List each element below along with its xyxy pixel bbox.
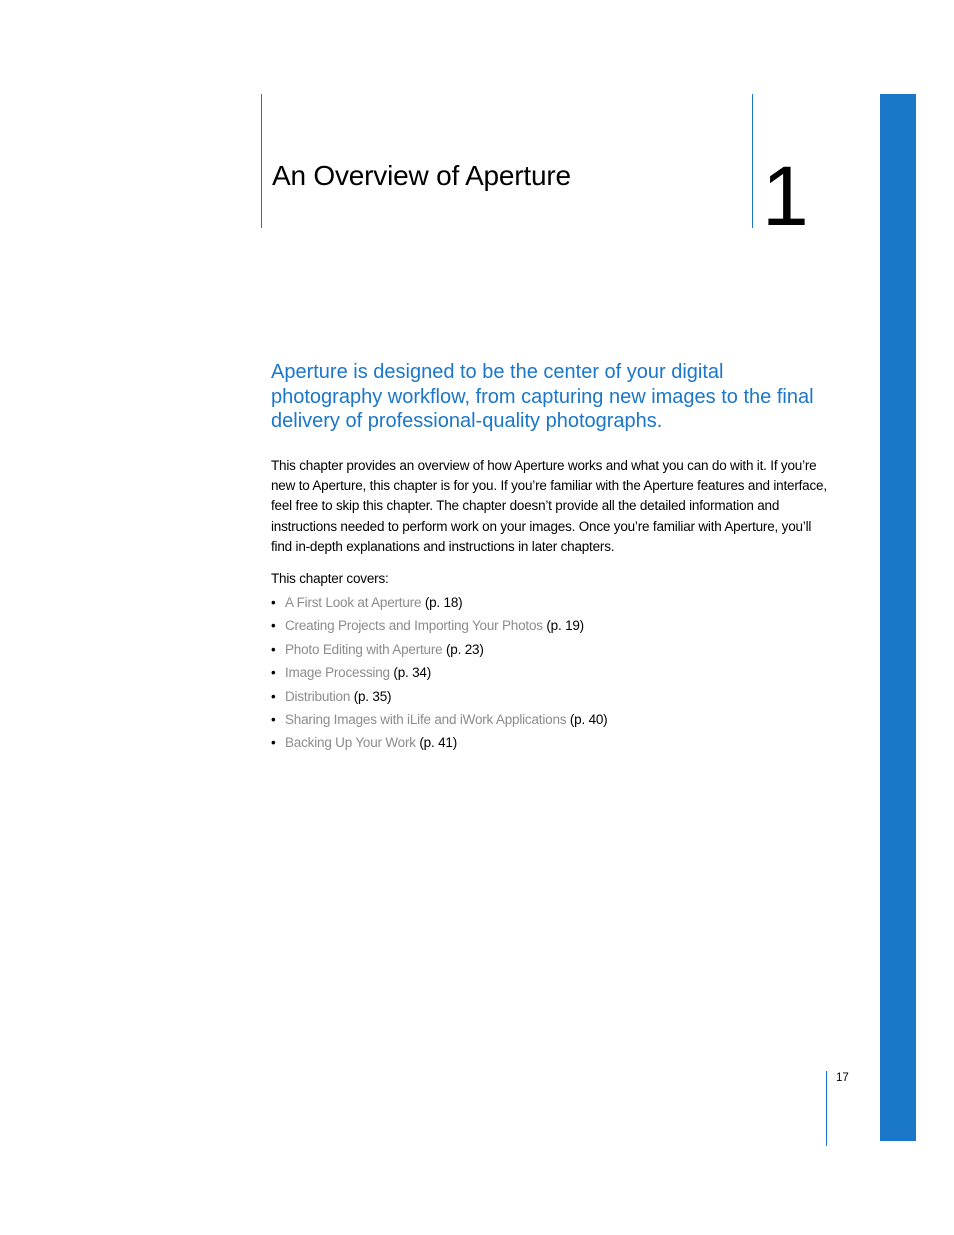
chapter-title: An Overview of Aperture <box>272 160 571 191</box>
toc-link-image-processing[interactable]: Image Processing <box>285 665 390 681</box>
toc-link-first-look[interactable]: A First Look at Aperture <box>285 595 422 610</box>
toc-link-backing-up[interactable]: Backing Up Your Work <box>285 735 416 751</box>
chapter-side-tab <box>880 94 916 1141</box>
toc-page-ref: (p. 18) <box>421 595 463 610</box>
toc-page-ref: (p. 41) <box>415 735 457 751</box>
toc-link-sharing-images[interactable]: Sharing Images with iLife and iWork Applications <box>285 711 567 727</box>
toc-item <box>271 733 607 756</box>
toc-link-creating-projects[interactable]: Creating Projects and Importing Your Photos <box>285 618 543 634</box>
toc-item <box>271 640 607 663</box>
toc-item <box>271 710 607 733</box>
intro-paragraph: Aperture is designed to be the center of your digital photography workflow, from capturing new images to the final delivery of professional-quality photographs. <box>271 361 814 432</box>
toc-page-ref: (p. 35) <box>350 688 392 704</box>
toc-item <box>271 593 607 616</box>
toc-item <box>271 616 607 639</box>
bullet: • <box>271 665 276 681</box>
bullet: • <box>271 618 276 634</box>
chapter-number: 1 <box>762 149 809 243</box>
covers-label: This chapter covers: <box>271 571 389 586</box>
toc-page-ref: (p. 34) <box>389 665 432 681</box>
bullet: • <box>271 688 276 704</box>
bullet: • <box>271 595 276 610</box>
bullet: • <box>271 735 276 751</box>
toc-page-ref: (p. 40) <box>566 711 608 727</box>
title-left-rule <box>261 94 262 228</box>
page-number: 17 <box>836 1072 849 1084</box>
toc-item <box>271 687 607 710</box>
toc-list <box>271 593 607 757</box>
toc-page-ref: (p. 23) <box>442 641 484 657</box>
footer-rule <box>826 1071 827 1146</box>
bullet: • <box>271 711 276 727</box>
toc-page-ref: (p. 19) <box>542 618 584 634</box>
body-paragraph: This chapter provides an overview of how Aperture works and what you can do with it. If you’re new to Aperture, this chapter is for you. If you’re familiar with the Aperture features and interface, feel free to skip this chapter. The chapter doesn’t provide all the detailed information and instructions needed to perform work on your images. Once you’re familiar with Aperture, you’ll find in-depth explanations and instructions in later chapters. <box>271 458 827 554</box>
toc-link-photo-editing[interactable]: Photo Editing with Aperture <box>285 641 443 657</box>
toc-item <box>271 663 607 686</box>
bullet: • <box>271 641 276 657</box>
chapter-number-rule <box>752 94 753 228</box>
toc-link-distribution[interactable]: Distribution <box>285 688 351 704</box>
